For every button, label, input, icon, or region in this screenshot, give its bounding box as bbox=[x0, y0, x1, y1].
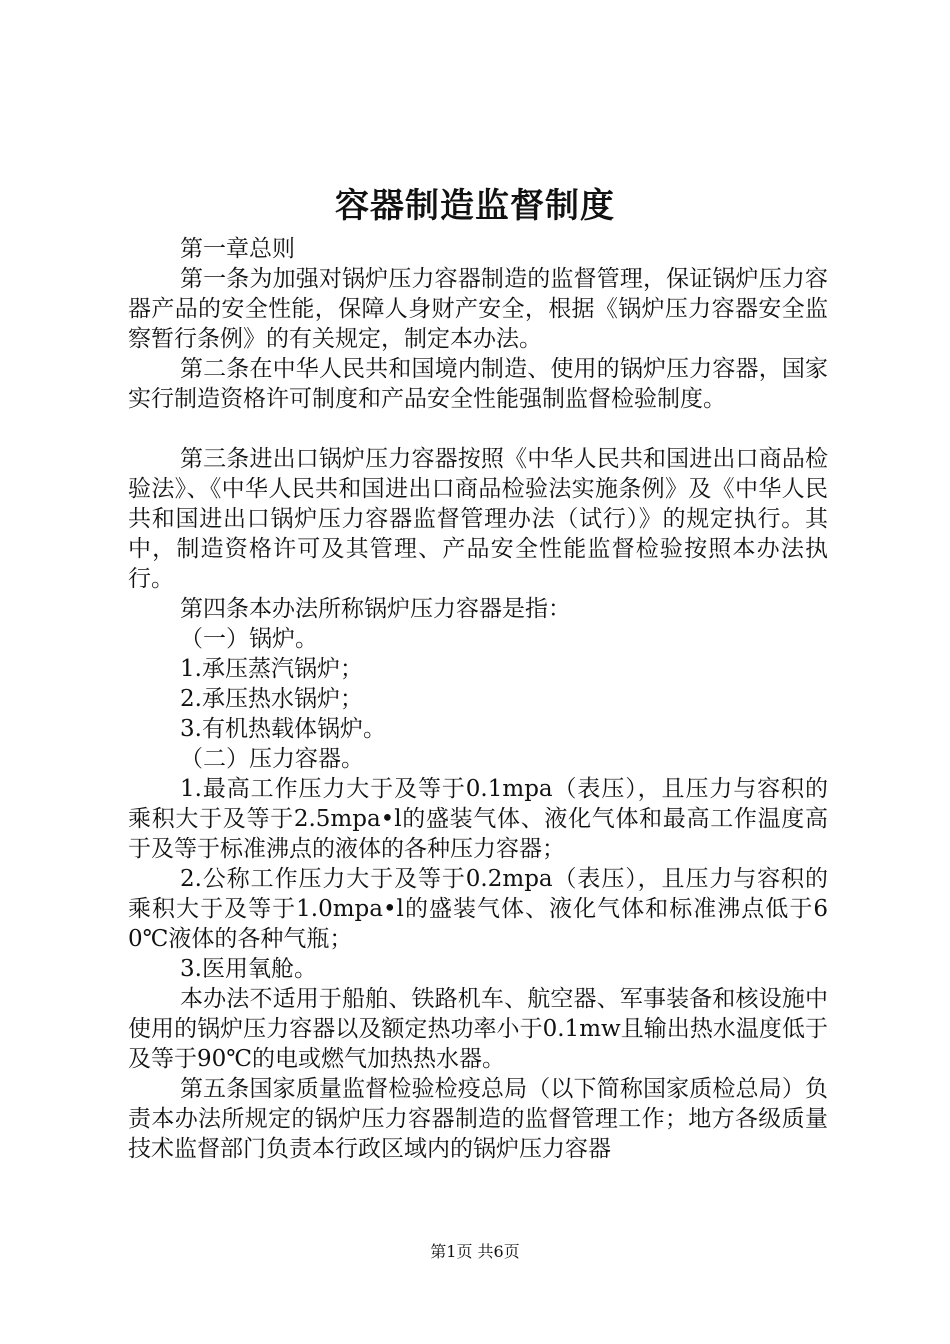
pressure-vessel-item-2: 2.公称工作压力大于及等于0.2mpa（表压），且压力与容积的乘积大于及等于1.0mpa•l的盛装气体、液化气体和标准沸点低于60℃液体的各种气瓶； bbox=[128, 866, 828, 952]
pressure-vessel-category: （二）压力容器。 bbox=[180, 746, 364, 772]
article-3-paragraph: 第三条进出口锅炉压力容器按照《中华人民共和国进出口商品检验法》、《中华人民共和国进出口商品检验法实施条例》及《中华人民共和国进出口锅炉压力容器监督管理办法（试行）》的规定执行。其中，制造资格许可及其管理、产品安全性能监督检验按照本办法执行。 bbox=[128, 446, 828, 592]
article-4-paragraph: 第四条本办法所称锅炉压力容器是指： bbox=[180, 596, 571, 622]
pressure-vessel-item-1: 1.最高工作压力大于及等于0.1mpa（表压），且压力与容积的乘积大于及等于2.5mpa•l的盛装气体、液化气体和最高工作温度高于及等于标准沸点的液体的各种压力容器； bbox=[128, 776, 828, 862]
page-footer: 第1页 共6页 bbox=[430, 1242, 520, 1261]
document-title: 容器制造监督制度 bbox=[335, 186, 615, 226]
boiler-category: （一）锅炉。 bbox=[180, 626, 318, 652]
pressure-vessel-item-3: 3.医用氧舱。 bbox=[180, 956, 317, 982]
boiler-item-2: 2.承压热水锅炉； bbox=[180, 686, 363, 712]
document-body bbox=[128, 234, 828, 1164]
article-1-paragraph: 第一条为加强对锅炉压力容器制造的监督管理，保证锅炉压力容器产品的安全性能，保障人身财产安全，根据《锅炉压力容器安全监察暂行条例》的有关规定，制定本办法。 bbox=[128, 266, 828, 352]
article-2-paragraph: 第二条在中华人民共和国境内制造、使用的锅炉压力容器，国家实行制造资格许可制度和产品安全性能强制监督检验制度。 bbox=[128, 356, 828, 412]
article-5-paragraph: 第五条国家质量监督检验检疫总局（以下简称国家质检总局）负责本办法所规定的锅炉压力容器制造的监督管理工作；地方各级质量技术监督部门负责本行政区域内的锅炉压力容器 bbox=[128, 1076, 828, 1162]
boiler-item-1: 1.承压蒸汽锅炉； bbox=[180, 656, 363, 682]
chapter-heading: 第一章总则 bbox=[180, 236, 295, 262]
boiler-item-3: 3.有机热载体锅炉。 bbox=[180, 716, 386, 742]
exclusion-paragraph: 本办法不适用于船舶、铁路机车、航空器、军事装备和核设施中使用的锅炉压力容器以及额定热功率小于0.1mw且输出热水温度低于及等于90℃的电或燃气加热热水器。 bbox=[128, 986, 828, 1072]
